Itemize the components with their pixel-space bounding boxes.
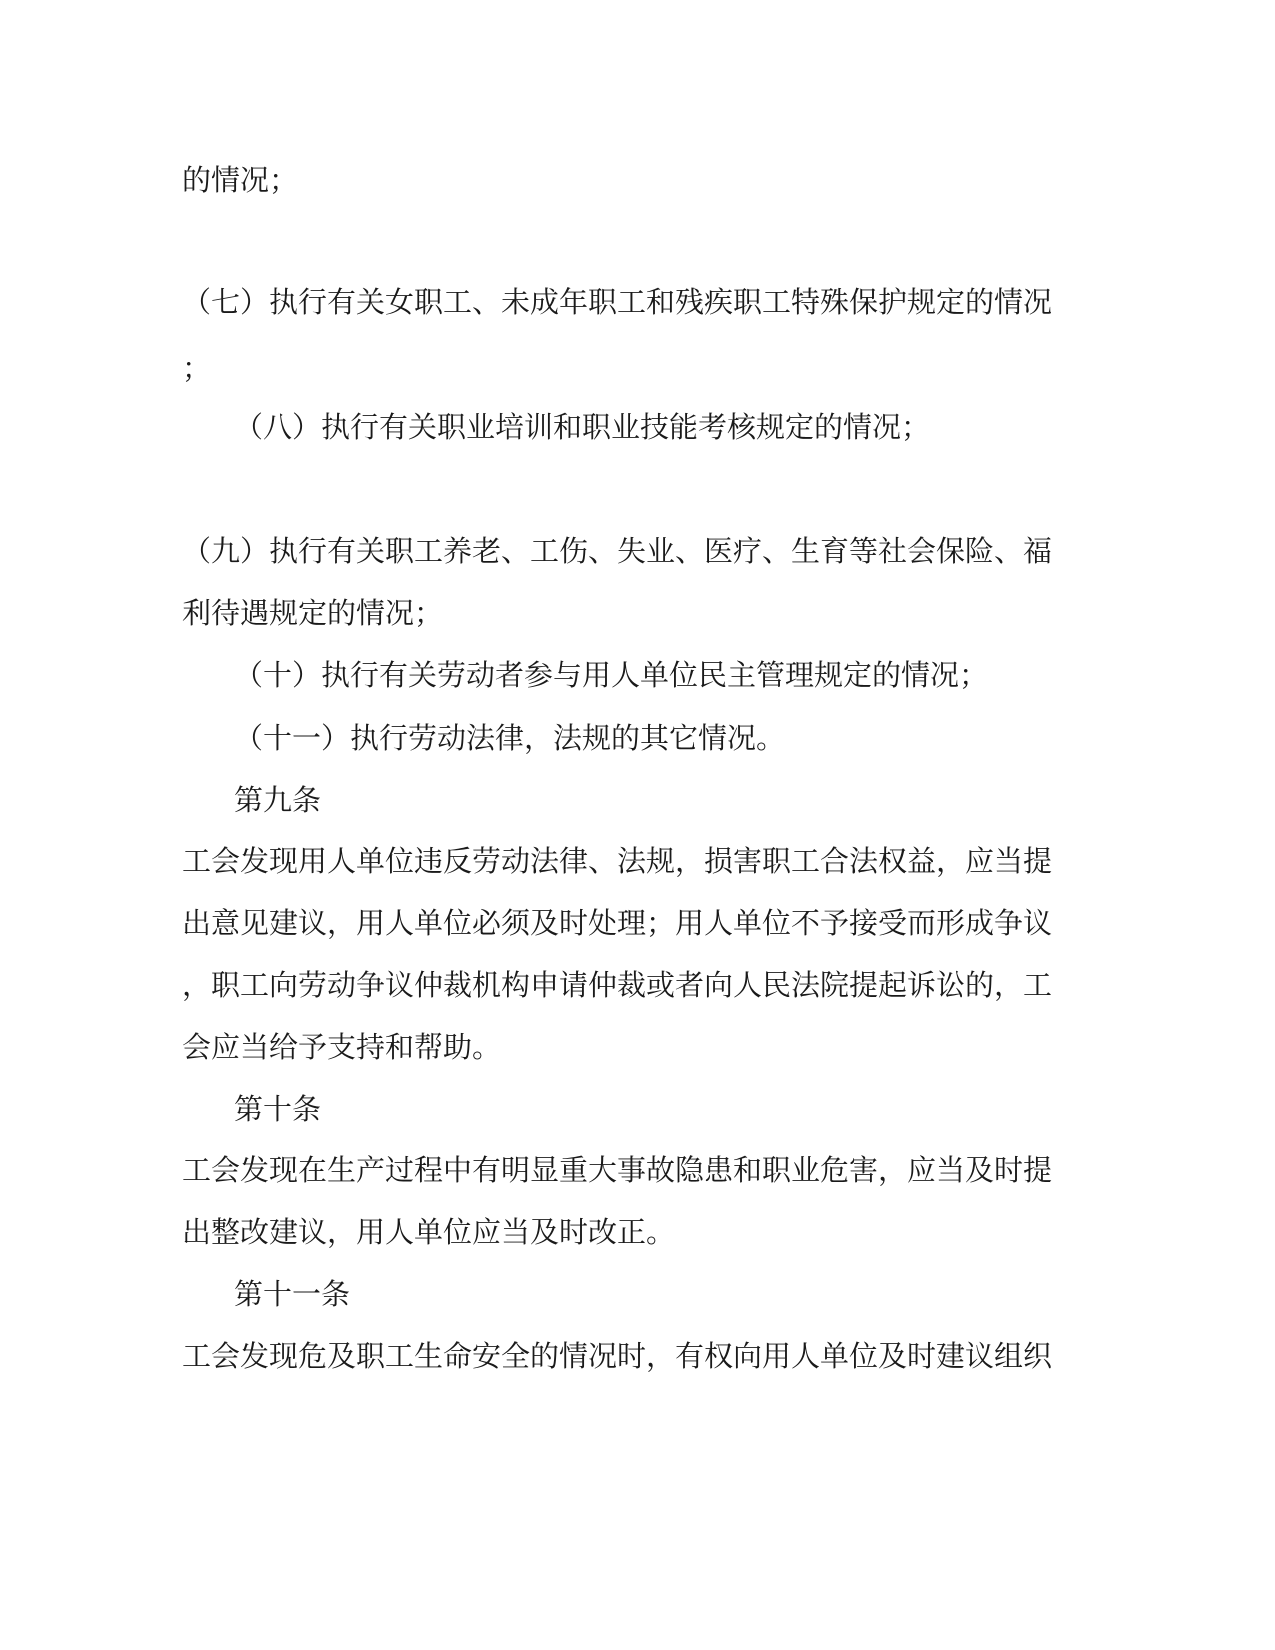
- article-9-body-line: ，职工向劳动争议仲裁机构申请仲裁或者向人民法院提起诉讼的，工: [182, 968, 1053, 1002]
- article-9-body-line: 工会发现用人单位违反劳动法律、法规，损害职工合法权益，应当提: [182, 844, 1053, 878]
- item-11-line: （十一）执行劳动法律，法规的其它情况。: [234, 721, 786, 755]
- article-10-body-line: 出整改建议，用人单位应当及时改正。: [182, 1215, 676, 1249]
- item-9-line: （九）执行有关职工养老、工伤、失业、医疗、生育等社会保险、福: [182, 534, 1053, 568]
- item-9-continuation: 利待遇规定的情况；: [182, 596, 444, 630]
- item-8-line: （八）执行有关职业培训和职业技能考核规定的情况；: [234, 410, 931, 444]
- item-7-continuation: ；: [182, 351, 212, 385]
- article-11-body-line: 工会发现危及职工生命安全的情况时，有权向用人单位及时建议组织: [182, 1339, 1053, 1373]
- item-7-line: （七）执行有关女职工、未成年职工和残疾职工特殊保护规定的情况: [182, 285, 1053, 319]
- article-10-heading: 第十条: [234, 1092, 322, 1126]
- paragraph-line: 的情况；: [182, 163, 299, 197]
- article-10-body-line: 工会发现在生产过程中有明显重大事故隐患和职业危害，应当及时提: [182, 1153, 1053, 1187]
- article-9-body-line: 会应当给予支持和帮助。: [182, 1030, 502, 1064]
- article-9-body-line: 出意见建议，用人单位必须及时处理；用人单位不予接受而形成争议: [182, 906, 1053, 940]
- article-11-heading: 第十一条: [234, 1277, 351, 1311]
- item-10-line: （十）执行有关劳动者参与用人单位民主管理规定的情况；: [234, 658, 989, 692]
- article-9-heading: 第九条: [234, 783, 322, 817]
